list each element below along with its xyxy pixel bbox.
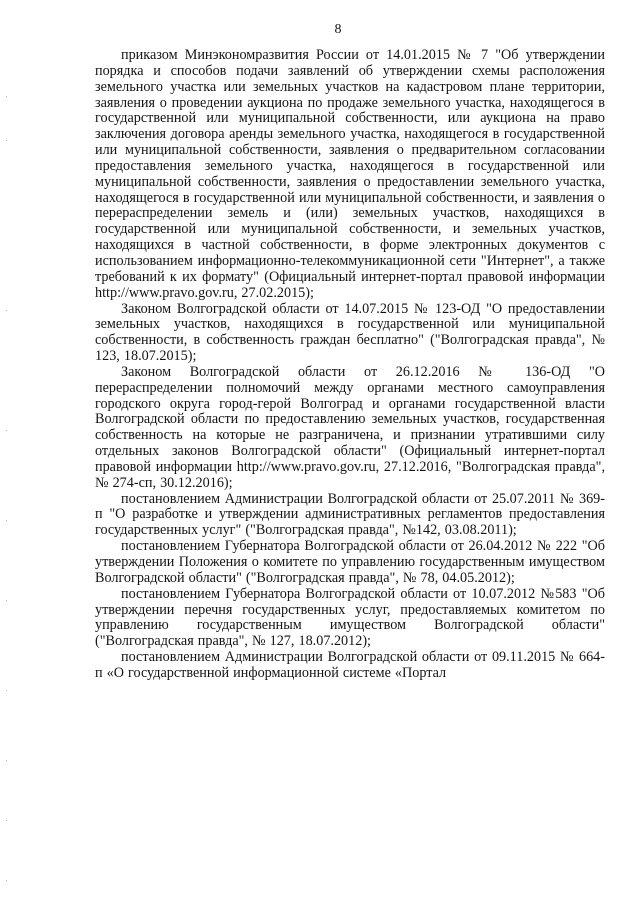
paragraph-resolution-583: постановлением Губернатора Волгоградской области от 10.07.2012 №583 "Об утверждении перечня государственных услуг, предоставляемых комитетом по управлению государственным имуществом Волгоградской области" ("Волгоградская правда", № 127, 18.07.2012); (95, 585, 605, 650)
paragraph-law-123-od: Законом Волгоградской области от 14.07.2015 № 123-ОД "О предоставлении земельных участков, находящихся в государственной или муниципальной собственности, в собственность граждан бесплатно" ("Волгоградская правда", № 123, 18.07.2015); (95, 300, 605, 365)
paragraph-resolution-222: постановлением Губернатора Волгоградской области от 26.04.2012 № 222 "Об утверждении Положения о комитете по управлению государственным имуществом Волгоградской области" ("Волгоградская правда", № 78, 04.05.2012); (95, 538, 605, 586)
scan-speck (6, 430, 7, 431)
scan-speck (6, 690, 7, 691)
page-number: 8 (334, 22, 342, 37)
scan-speck (6, 140, 7, 141)
scan-speck (6, 96, 7, 97)
scan-speck (6, 880, 7, 881)
paragraph-resolution-369-p: постановлением Администрации Волгоградской области от 25.07.2011 № 369-п "О разработке и утверждении административных регламентов предоставления государственных услуг" ("Волгоградская правда", №142, 03.08.2011); (95, 490, 605, 539)
scan-speck (6, 760, 7, 761)
paragraph-order-minekonomrazvitiya: приказом Минэкономразвития России от 14.01.2015 № 7 "Об утверждении порядка и способов подачи заявлений об утверждении схемы расположения земельного участка или земельных участков на кадастровом плане территории, заявления о проведении аукциона по продаже земельного участка, находящегося в государственной или муниципальной собственности, или аукциона на право заключения договора аренды земельного участка, находящегося в государственной или муниципальной собственности, заявления о предварительном согласовании предоставления земельного участка, находящегося в государственной или муниципальной собственности, заявления о предоставлении земельного участка, находящегося в государственной или муниципальной собственности, и заявления о перераспределении земель и (или) земельных участков, находящихся в государственной или муниципальной собственности, и земельных участков, находящихся в частной собственности, в форме электронных документов с использованием информационно-телекоммуникационной сети "Интернет", а также требований к их формату" (Официальный интернет-портал правовой информации http://www.pravo.gov.ru, 27.02.2015); (95, 47, 605, 301)
scan-edge-marks (6, 0, 8, 905)
scan-speck (6, 310, 7, 311)
paragraph-resolution-664-p: постановлением Администрации Волгоградской области от 09.11.2015 № 664-п «О государственной информационной системе «Портал (95, 649, 605, 681)
paragraph-law-136-od: Законом Волгоградской области от 26.12.2016 № 136-ОД "О перераспределении полномочий между органами местного самоуправления городского округа город-герой Волгоград и органами государственной власти Волгоградской области по предоставлению земельных участков, государственная собственность на которые не разграничена, и признании утратившими силу отдельных законов Волгоградской области" (Официальный интернет-портал правовой информации http://www.pravo.gov.ru, 27.12.2016, "Волгоградская правда", № 274-сп, 30.12.2016); (95, 363, 605, 491)
scan-speck (6, 520, 7, 521)
scan-speck (6, 600, 7, 601)
scan-speck (6, 820, 7, 821)
document-body (95, 48, 605, 682)
